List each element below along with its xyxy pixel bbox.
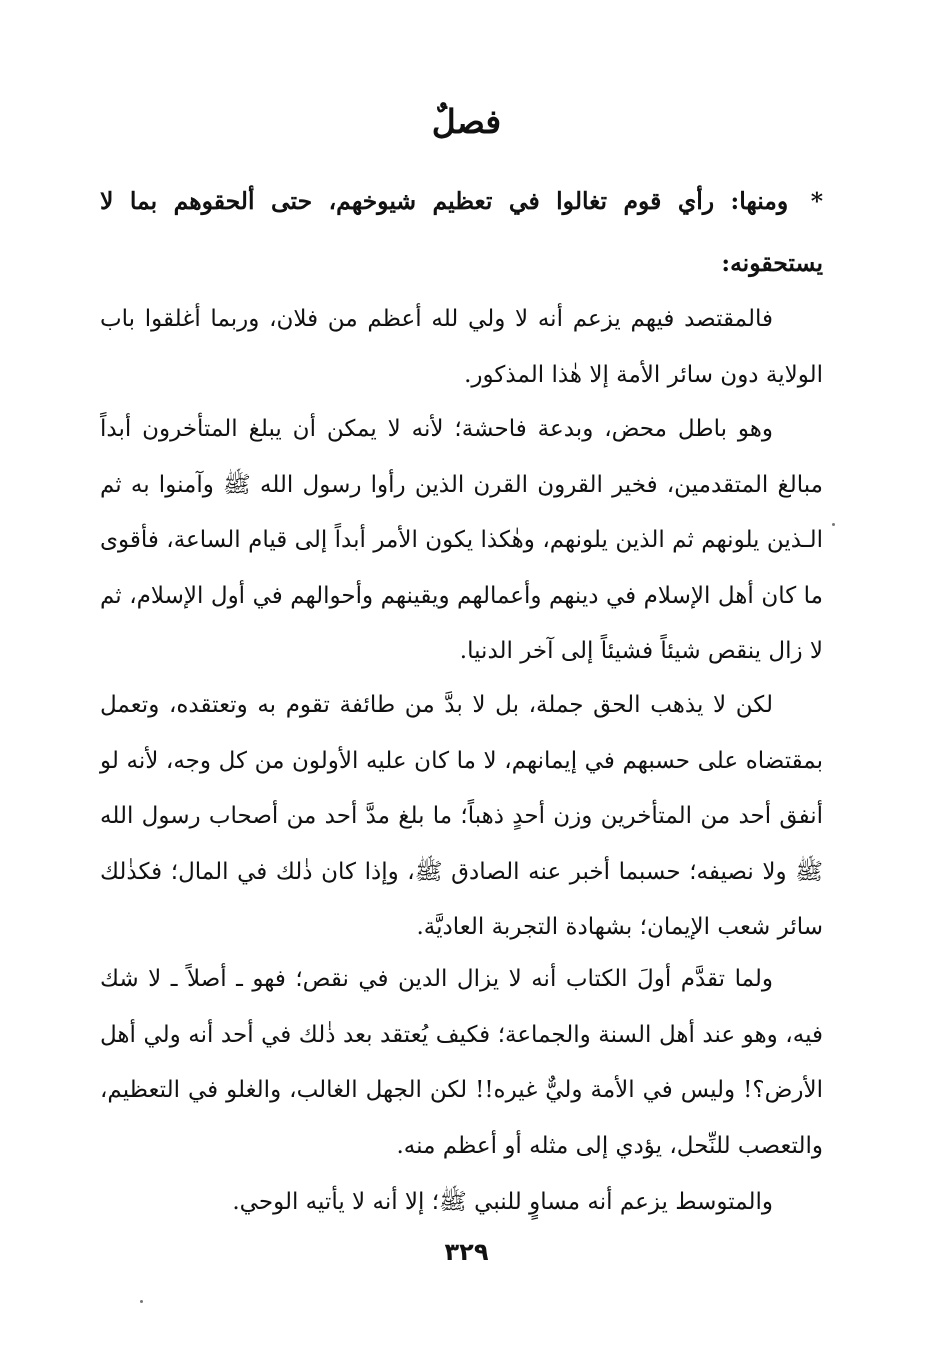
section-title: فصلٌ bbox=[431, 102, 502, 141]
print-speck bbox=[832, 523, 835, 526]
paragraph: فالمقتصد فيهم يزعم أنه لا ولي لله أعظم من فلان، وربما أغلقوا باب الولاية دون سائر الأمة إلا هٰذا المذكور. bbox=[100, 306, 823, 388]
paragraph: لكن لا يذهب الحق جملة، بل لا بدَّ من طائفة تقوم به وتعتقده، وتعمل بمقتضاه على حسبهم في إيمانهم، لا ما كان عليه الأولون من كل وجه، لأنه لو أنفق أحد من المتأخرين وزن أحدٍ ذهباً؛ ما بلغ مدَّ أحد من أصحاب رسول الله ﷺ ولا نصيفه؛ حسبما أخبر عنه الصادق ﷺ، وإذا كان ذٰلك في المال؛ فكذٰلك سائر شعب الإيمان؛ بشهادة التجربة العاديَّة. bbox=[100, 692, 823, 940]
paragraph: وهو باطل محض، وبدعة فاحشة؛ لأنه لا يمكن أن يبلغ المتأخرون أبداً مبالغ المتقدمين، فخير القرون القرن الذين رأوا رسول الله ﷺ وآمنوا به ثم الـذين يلونهم ثم الذين يلونهم، وهٰكذا يكون الأمر أبداً إلى قيام الساعة، فأقوى ما كان أهل الإسلام في دينهم وأعمالهم ويقينهم وأحوالهم في أول الإسلام، ثم لا زال ينقص شيئاً فشيئاً إلى آخر الدنيا. bbox=[100, 416, 823, 664]
paragraph: ولما تقدَّم أولَ الكتاب أنه لا يزال الدين في نقص؛ فهو ـ أصلاً ـ لا شك فيه، وهو عند أهل السنة والجماعة؛ فكيف يُعتقد بعد ذٰلك في أحد أنه ولي أهل الأرض؟! وليس في الأمة وليٌّ غيره!! لكن الجهل الغالب، والغلو في التعظيم، والتعصب للنِّحل، يؤدي إلى مثله أو أعظم منه. bbox=[100, 966, 823, 1159]
lead-heading bbox=[100, 170, 823, 294]
asterisk-marker: * bbox=[810, 187, 823, 215]
page-number: ٣٢٩ bbox=[444, 1238, 489, 1266]
lead-heading-text: ومنها: رأي قوم تغالوا في تعظيم شيوخهم، حتى ألحقوهم بما لا يستحقونه: bbox=[100, 187, 823, 277]
print-speck bbox=[140, 1300, 143, 1303]
paragraph: والمتوسط يزعم أنه مساوٍ للنبي ﷺ؛ إلا أنه لا يأتيه الوحي. bbox=[232, 1189, 773, 1215]
